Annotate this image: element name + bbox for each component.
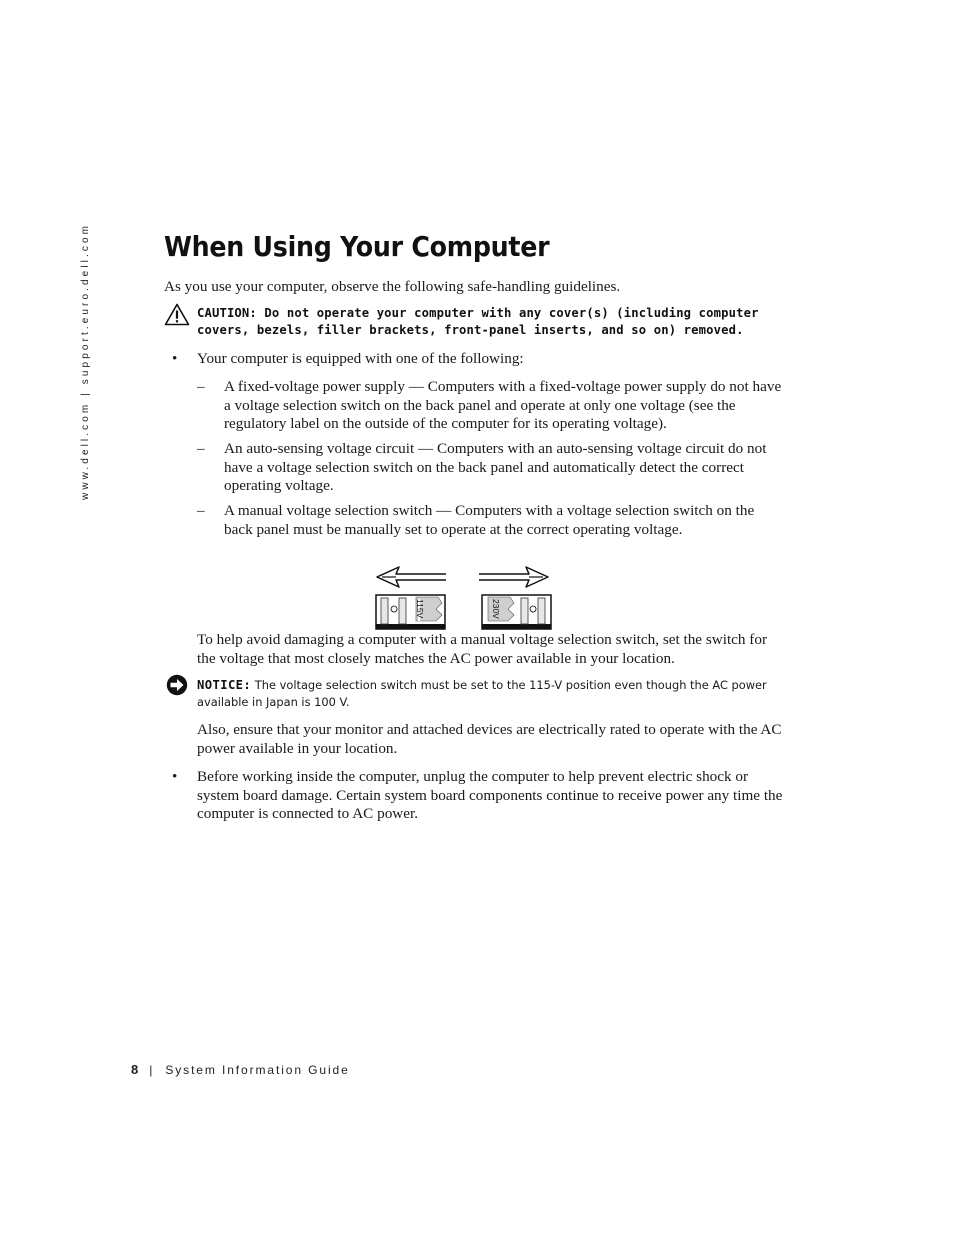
bullet-text-equipment: Your computer is equipped with one of the following: [197,350,524,367]
dash-mark: – [197,378,205,395]
right-arrow-icon [479,567,548,587]
bullet-mark: • [172,768,178,785]
switch-paragraph: To help avoid damaging a computer with a manual voltage selection switch, set the switch for the voltage that most closely matches the AC power available in your location. [197,631,767,667]
bullet-mark: • [172,350,178,367]
intro-paragraph: As you use your computer, observe the following safe-handling guidelines. [164,278,621,295]
dash-mark: – [197,502,205,519]
also-paragraph: Also, ensure that your monitor and attached devices are electrically rated to operate with the AC power available in your location. [197,721,782,757]
switch-label-230v: 230V [491,599,501,619]
guide-title: System Information Guide [165,1063,350,1077]
left-arrow-icon [377,567,446,587]
subitem-auto-sensing: An auto-sensing voltage circuit — Computers with an auto-sensing voltage circuit do not have a voltage selection switch on the back panel and automatically detect the correct operating voltage. [224,440,767,495]
notice-text [197,677,787,711]
notice-label: NOTICE: [197,678,252,692]
page-number: 8 [131,1062,139,1077]
page-footer [131,1062,350,1077]
left-switch-115v [376,595,445,629]
voltage-switch-figure [372,563,554,636]
switch-label-115v: 115V [415,599,425,619]
warning-triangle-icon [164,303,190,331]
side-url-margin-text: www.dell.com | support.euro.dell.com [80,222,91,500]
bullet-text-unplug: Before working inside the computer, unplug the computer to help prevent electric shock or system board damage. Certain system board components continue to receive power any time the computer is connected to AC power. [197,768,783,823]
caution-text: CAUTION: Do not operate your computer with any cover(s) (including computer covers, bezels, filler brackets, front-panel inserts, and so on) removed. [197,306,759,337]
subitem-fixed-voltage: A fixed-voltage power supply — Computers with a fixed-voltage power supply do not have a voltage selection switch on the back panel and operate at only one voltage (see the regulatory label on the outside of the computer for its operating voltage). [224,378,782,433]
dash-mark: – [197,440,205,457]
subitem-manual-switch: A manual voltage selection switch — Computers with a voltage selection switch on the back panel must be manually set to operate at the correct operating voltage. [224,502,755,538]
footer-separator: | [149,1063,153,1077]
notice-arrow-icon [166,674,188,701]
notice-body: The voltage selection switch must be set to the 115-V position even though the AC power available in Japan is 100 V. [197,678,767,709]
page-title: When Using Your Computer [164,231,550,263]
